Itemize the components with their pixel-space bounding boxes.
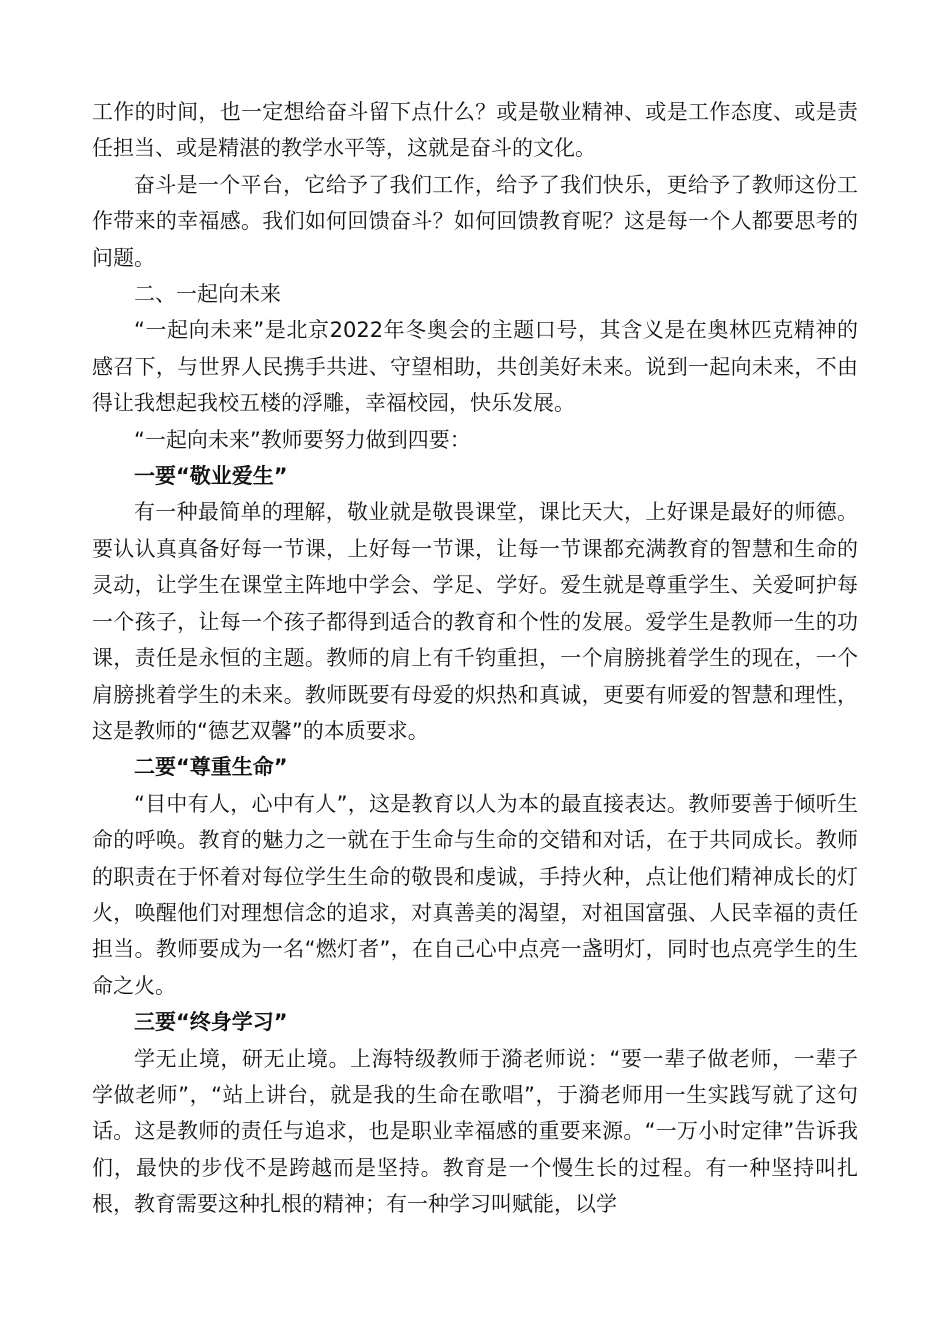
paragraph-struggle-platform: 奋斗是一个平台，它给予了我们工作，给予了我们快乐，更给予了教师这份工作带来的幸福感。我们如何回馈奋斗？如何回馈教育呢？这是每一个人都要思考的问题。 (92, 172, 858, 270)
section-title-together-future: 二、一起向未来 (134, 282, 281, 307)
heading-requirement-2: 二要“尊重生命” (134, 755, 288, 780)
heading-requirement-3: 三要“终身学习” (134, 1010, 288, 1035)
heading-requirement-1: 一要“敬业爱生” (134, 464, 288, 489)
paragraph-olympic-slogan: “一起向未来”是北京2022年冬奥会的主题口号，其含义是在奥林匹克精神的感召下，与世界人民携手共进、守望相助，共创美好未来。说到一起向未来，不由得让我想起我校五楼的浮雕，幸福校园，快乐发展。 (92, 318, 858, 416)
paragraph-requirement-1: 有一种最简单的理解，敬业就是敬畏课堂，课比天大，上好课是最好的师德。要认认真真备好每一节课，上好每一节课，让每一节课都充满教育的智慧和生命的灵动，让学生在课堂主阵地中学会、学足、学好。爱生就是尊重学生、关爱呵护每一个孩子，让每一个孩子都得到适合的教育和个性的发展。爱学生是教师一生的功课，责任是永恒的主题。教师的肩上有千钧重担，一个肩膀挑着学生的现在，一个肩膀挑着学生的未来。教师既要有母爱的炽热和真诚，更要有师爱的智慧和理性，这是教师的“德艺双馨”的本质要求。 (92, 500, 858, 743)
paragraph-requirement-3: 学无止境，研无止境。上海特级教师于漪老师说：“要一辈子做老师，一辈子学做老师”，“站上讲台，就是我的生命在歌唱”，于漪老师用一生实践写就了这句话。这是教师的责任与追求，也是职业幸福感的重要来源。“一万小时定律”告诉我们，最快的步伐不是跨越而是坚持。教育是一个慢生长的过程。有一种坚持叫扎根，教育需要这种扎根的精神；有一种学习叫赋能，以学 (92, 1046, 858, 1217)
paragraph-requirement-2: “目中有人，心中有人”，这是教育以人为本的最直接表达。教师要善于倾听生命的呼唤。教育的魅力之一就在于生命与生命的交错和对话，在于共同成长。教师的职责在于怀着对每位学生生命的敬畏和虔诚，手持火种，点让他们精神成长的灯火，唤醒他们对理想信念的追求，对真善美的渴望，对祖国富强、人民幸福的责任担当。教师要成为一名“燃灯者”，在自己心中点亮一盏明灯，同时也点亮学生的生命之火。 (92, 791, 858, 998)
document-body (92, 94, 858, 1223)
paragraph-four-requirements-intro: “一起向未来”教师要努力做到四要： (134, 427, 471, 452)
paragraph-continuation: 工作的时间，也一定想给奋斗留下点什么？或是敬业精神、或是工作态度、或是责任担当、或是精湛的教学水平等，这就是奋斗的文化。 (92, 100, 858, 161)
